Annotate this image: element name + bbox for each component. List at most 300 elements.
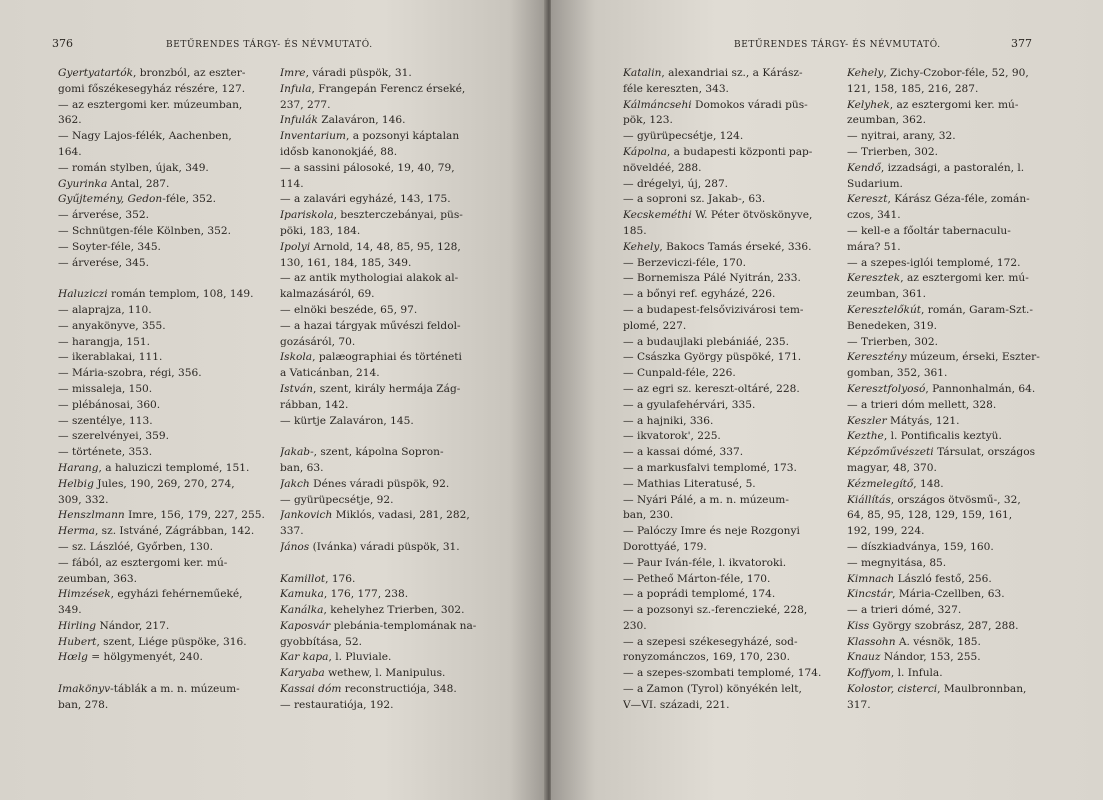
entry-text: — az esztergomi ker. múzeumban,	[58, 98, 243, 111]
entry-text: kalmazásáról, 69.	[280, 288, 375, 301]
entry-text: — az antik mythologiai alakok al-	[280, 272, 459, 285]
entry-text: — szerelvényei, 359.	[58, 430, 170, 443]
entry-text: — Császka György püspöké, 171.	[623, 351, 802, 364]
index-entry	[847, 145, 1073, 161]
entry-headword: Keresztelőkút	[847, 303, 922, 316]
entry-headword: Kereszt	[847, 193, 888, 206]
entry-text: — a trieri dóm mellett, 328.	[847, 398, 997, 411]
entry-text: — Trierben, 302.	[847, 145, 939, 158]
entry-headword: Gyertyatartók	[58, 67, 134, 79]
index-entry	[280, 635, 506, 651]
right-page	[551, 0, 1103, 800]
entry-headword: István	[280, 382, 314, 395]
index-entry	[623, 98, 849, 114]
index-entry	[623, 587, 849, 603]
index-entry	[280, 192, 506, 208]
entry-text: , szent, kápolna Sopron-	[313, 446, 444, 459]
index-entry	[58, 572, 284, 588]
index-entry	[280, 240, 506, 256]
entry-text: , szent, király hermája Zág-	[313, 382, 461, 395]
index-entry	[280, 145, 506, 161]
entry-headword: Kelyhek	[847, 98, 890, 111]
index-entry	[623, 192, 849, 208]
index-entry	[623, 177, 849, 193]
index-entry	[847, 540, 1073, 556]
index-entry	[58, 524, 284, 540]
running-head: BETŰRENDES TÁRGY- ÉS NÉVMUTATÓ.	[166, 40, 373, 50]
index-entry	[280, 508, 506, 524]
entry-headword: Kápolna	[623, 145, 667, 158]
entry-text: , az esztergomi ker. mú-	[889, 98, 1019, 111]
entry-headword: Kassai dóm	[280, 683, 342, 696]
entry-headword: Hubert	[58, 635, 97, 648]
index-entry	[58, 66, 284, 82]
entry-headword: Kamuka	[280, 588, 324, 601]
entry-headword: Keresztfolyosó	[847, 382, 926, 395]
entry-headword: Kiss	[847, 619, 870, 632]
entry-text: növeldéé, 288.	[623, 161, 702, 174]
entry-text: — anyakönyve, 355.	[58, 319, 166, 332]
index-entry	[280, 129, 506, 145]
entry-text: — ikvatorok', 225.	[623, 430, 721, 443]
index-entry	[847, 271, 1073, 287]
index-entry	[623, 319, 849, 335]
entry-text: gomban, 352, 361.	[847, 367, 948, 380]
entry-text: — a markusfalvi templomé, 173.	[623, 461, 797, 474]
entry-text: — a budaujlaki plebániáé, 235.	[623, 335, 789, 348]
index-entry	[280, 287, 506, 303]
entry-text: W. Péter ötvöskönyve,	[691, 209, 813, 222]
entry-text: pöki, 183, 184.	[280, 224, 361, 237]
index-entry	[847, 303, 1073, 319]
entry-text: , 148.	[913, 477, 944, 490]
entry-text: , 176, 177, 238.	[323, 588, 409, 601]
index-entry	[58, 619, 284, 635]
entry-text: 362.	[58, 114, 82, 127]
entry-text: , szent, Liége püspöke, 316.	[96, 635, 247, 648]
entry-text: György szobrász, 287, 288.	[869, 619, 1019, 632]
entry-text: A. vésnök, 185.	[895, 635, 981, 648]
index-entry	[623, 398, 849, 414]
entry-text: pök, 123.	[623, 114, 673, 127]
index-entry	[58, 508, 284, 524]
index-entry	[58, 256, 284, 272]
index-entry	[847, 319, 1073, 335]
index-entry	[58, 603, 284, 619]
entry-text: , sz. Istváné, Zágrábban, 142.	[94, 525, 255, 538]
index-entry	[280, 319, 506, 335]
entry-headword: Imre	[280, 67, 306, 79]
index-entry	[58, 445, 284, 461]
index-entry	[58, 493, 284, 509]
index-entry	[847, 429, 1073, 445]
entry-text: — a budapest-felsővizivárosi tem-	[623, 303, 804, 316]
entry-text: , kehelyhez Trierben, 302.	[323, 604, 465, 617]
index-entry	[623, 429, 849, 445]
entry-text: 317.	[847, 698, 871, 711]
left-page	[0, 0, 548, 800]
entry-text: Imre, 156, 179, 227, 255.	[124, 509, 265, 522]
index-entry	[623, 287, 849, 303]
entry-text: , 176.	[325, 572, 356, 585]
entry-text: magyar, 48, 370.	[847, 461, 937, 474]
entry-text: Dénes váradi püspök, 92.	[309, 477, 450, 490]
entry-text: , Mária-Czellben, 63.	[892, 588, 1005, 601]
index-entry	[623, 493, 849, 509]
entry-text: Antal, 287.	[107, 177, 170, 190]
entry-text: -táblák a m. n. múzeum-	[110, 683, 240, 696]
entry-text: , alexandriai sz., a Kárász-	[661, 67, 803, 79]
entry-text: — nyitrai, arany, 32.	[847, 130, 956, 143]
entry-headword: Kendő	[847, 161, 881, 174]
entry-text: zeumban, 363.	[58, 572, 137, 585]
index-entry	[623, 556, 849, 572]
index-entry	[623, 682, 849, 698]
entry-headword: Herma	[58, 525, 95, 538]
index-entry	[280, 698, 506, 714]
entry-text: — a Zamon (Tyrol) könyékén lelt,	[623, 683, 802, 696]
section-gap	[58, 271, 284, 287]
entry-text: — Trierben, 302.	[847, 335, 939, 348]
entry-text: — gyürüpecsétje, 92.	[280, 493, 394, 506]
entry-headword: Jankovich	[280, 509, 333, 522]
index-entry	[623, 650, 849, 666]
entry-text: rábban, 142.	[280, 398, 349, 411]
index-entry	[623, 619, 849, 635]
entry-text: — kell-e a főoltár tabernaculu-	[847, 224, 1011, 237]
entry-text: 192, 199, 224.	[847, 525, 925, 538]
index-entry	[847, 414, 1073, 430]
entry-text: — Bornemisza Pálé Nyitrán, 233.	[623, 272, 801, 285]
entry-text: ban, 63.	[280, 461, 324, 474]
index-entry	[623, 477, 849, 493]
index-entry	[623, 382, 849, 398]
page-number: 376	[52, 37, 73, 50]
index-entry	[847, 113, 1073, 129]
entry-text: -féle, 352.	[162, 193, 216, 206]
entry-text: — Nyári Pálé, a m. n. múzeum-	[623, 493, 789, 506]
index-entry	[58, 382, 284, 398]
entry-text: — története, 353.	[58, 446, 153, 459]
entry-text: , a haluziczi templomé, 151.	[98, 461, 250, 474]
index-entry	[58, 477, 284, 493]
section-gap	[58, 666, 284, 682]
index-entry	[847, 461, 1073, 477]
entry-text: , a pozsonyi káptalan	[345, 130, 460, 143]
index-entry	[623, 508, 849, 524]
index-entry	[280, 493, 506, 509]
entry-text: — kürtje Zalaváron, 145.	[280, 414, 414, 427]
entry-text: — megnyitása, 85.	[847, 556, 947, 569]
entry-text: gozásáról, 70.	[280, 335, 356, 348]
index-entry	[847, 682, 1073, 698]
index-entry	[58, 540, 284, 556]
entry-headword: Kecskeméthi	[623, 209, 692, 222]
index-entry	[847, 477, 1073, 493]
entry-text: László festő, 256.	[894, 572, 992, 585]
entry-text: — a hazai tárgyak művészi feldol-	[280, 319, 461, 332]
index-entry	[280, 271, 506, 287]
entry-text: — Nagy Lajos-félék, Aachenben,	[58, 130, 232, 143]
entry-headword: Gyűjtemény, Gedon	[58, 193, 163, 206]
entry-text: Mátyás, 121.	[886, 414, 960, 427]
index-entry	[58, 145, 284, 161]
index-entry	[847, 524, 1073, 540]
index-entry	[280, 650, 506, 666]
index-entry	[58, 587, 284, 603]
entry-text: — gyürüpecsétje, 124.	[623, 130, 744, 143]
index-entry	[58, 161, 284, 177]
index-entry	[280, 382, 506, 398]
entry-headword: Kehely	[847, 67, 884, 79]
index-entry	[58, 98, 284, 114]
entry-text: Jules, 190, 269, 270, 274,	[93, 477, 235, 490]
entry-text: Sudarium.	[847, 177, 903, 190]
index-entry	[58, 82, 284, 98]
index-entry	[623, 461, 849, 477]
index-entry	[58, 113, 284, 129]
entry-text: V—VI. századi, 221.	[623, 698, 730, 711]
entry-headword: Kézmelegítő	[847, 477, 914, 490]
entry-headword: János	[280, 540, 310, 553]
entry-headword: Koffyom	[847, 667, 891, 680]
index-entry	[280, 66, 506, 82]
index-entry	[280, 666, 506, 682]
index-entry	[847, 256, 1073, 272]
index-entry	[623, 271, 849, 287]
index-entry	[58, 335, 284, 351]
entry-text: , beszterczebányai, püs-	[333, 209, 463, 222]
index-column-left-2	[280, 66, 506, 714]
entry-text: gyobbítása, 52.	[280, 635, 363, 648]
index-entry	[58, 461, 284, 477]
entry-headword: Jakch	[280, 477, 310, 490]
index-entry	[280, 587, 506, 603]
entry-text: — Mária-szobra, régi, 356.	[58, 367, 202, 380]
index-entry	[623, 256, 849, 272]
entry-text: — a sassini pálosoké, 19, 40, 79,	[280, 161, 455, 174]
index-entry	[623, 82, 849, 98]
entry-text: 337.	[280, 525, 304, 538]
index-entry	[847, 350, 1073, 366]
entry-text: román templom, 108, 149.	[107, 288, 254, 301]
entry-text: 64, 85, 95, 128, 129, 159, 161,	[847, 509, 1013, 522]
index-entry	[847, 98, 1073, 114]
index-entry	[847, 603, 1073, 619]
index-entry	[58, 350, 284, 366]
entry-text: Nándor, 217.	[96, 619, 170, 632]
entry-headword: Inventarium	[280, 130, 346, 143]
index-entry	[623, 635, 849, 651]
entry-text: 349.	[58, 604, 82, 617]
entry-headword: Haluziczi	[58, 288, 108, 301]
entry-text: — a szepes-szombati templomé, 174.	[623, 667, 822, 680]
index-entry	[58, 129, 284, 145]
entry-text: — drégelyi, új, 287.	[623, 177, 729, 190]
entry-text: , Maulbronnban,	[937, 683, 1027, 696]
entry-text: gomi főszékesegyház részére, 127.	[58, 82, 246, 95]
entry-text: — az egri sz. kereszt-oltáré, 228.	[623, 382, 800, 395]
index-entry	[847, 619, 1073, 635]
index-column-right-1	[623, 66, 849, 714]
entry-text: , Frangepán Ferencz érseké,	[311, 82, 466, 95]
entry-text: féle kereszten, 343.	[623, 82, 729, 95]
entry-text: — a trieri dómé, 327.	[847, 604, 962, 617]
index-entry	[623, 208, 849, 224]
entry-headword: Képzőművészeti	[847, 446, 934, 459]
entry-headword: Hirling	[58, 619, 97, 632]
index-entry	[280, 208, 506, 224]
index-entry	[280, 572, 506, 588]
entry-text: — Soyter-féle, 345.	[58, 240, 161, 253]
index-entry	[847, 382, 1073, 398]
index-entry	[847, 650, 1073, 666]
entry-text: 185.	[623, 224, 647, 237]
index-entry	[280, 398, 506, 414]
entry-text: — a gyulafehérvári, 335.	[623, 398, 756, 411]
entry-text: — a szepes-iglói templomé, 172.	[847, 256, 1021, 269]
entry-text: 309, 332.	[58, 493, 109, 506]
index-entry	[847, 666, 1073, 682]
index-entry	[623, 145, 849, 161]
entry-text: , palæographiai és történeti	[312, 351, 462, 364]
index-entry	[623, 240, 849, 256]
index-entry	[847, 82, 1073, 98]
index-entry	[623, 572, 849, 588]
entry-headword: Kálmáncsehi	[623, 98, 692, 111]
index-entry	[58, 635, 284, 651]
index-entry	[58, 414, 284, 430]
entry-text: — alaprajza, 110.	[58, 303, 152, 316]
entry-text: 130, 161, 184, 185, 349.	[280, 256, 412, 269]
entry-text: — Petheő Márton-féle, 170.	[623, 572, 771, 585]
entry-headword: Infula	[280, 82, 312, 95]
index-entry	[847, 240, 1073, 256]
index-entry	[623, 414, 849, 430]
entry-text: ban, 278.	[58, 698, 109, 711]
entry-text: — a pozsonyi sz.-ferenczieké, 228,	[623, 604, 808, 617]
entry-text: , bronzból, az eszter-	[133, 67, 246, 79]
index-entry	[280, 350, 506, 366]
index-entry	[623, 66, 849, 82]
index-entry	[280, 303, 506, 319]
entry-text: — plébánosai, 360.	[58, 398, 161, 411]
entry-text: a Vaticánban, 214.	[280, 367, 380, 380]
index-entry	[623, 224, 849, 240]
index-entry	[280, 603, 506, 619]
index-entry	[847, 698, 1073, 714]
entry-text: múzeum, érseki, Eszter-	[906, 351, 1040, 364]
index-entry	[847, 572, 1073, 588]
index-entry	[58, 177, 284, 193]
index-entry	[847, 493, 1073, 509]
index-entry	[847, 129, 1073, 145]
entry-headword: Knauz	[847, 651, 881, 664]
entry-text: — Mathias Literatusé, 5.	[623, 477, 756, 490]
entry-headword: Gyurinka	[58, 177, 108, 190]
index-entry	[58, 192, 284, 208]
index-entry	[623, 540, 849, 556]
entry-text: zeumban, 362.	[847, 114, 926, 127]
entry-text: , Kárász Géza-féle, zomán-	[887, 193, 1030, 206]
index-entry	[847, 508, 1073, 524]
entry-text: — árverése, 345.	[58, 256, 149, 269]
entry-text: 237, 277.	[280, 98, 331, 111]
index-entry	[623, 603, 849, 619]
index-entry	[58, 398, 284, 414]
entry-text: , román, Garam-Szt.-	[921, 303, 1033, 316]
entry-text: — Cunpald-féle, 226.	[623, 367, 736, 380]
index-entry	[847, 66, 1073, 82]
entry-text: Arnold, 14, 48, 85, 95, 128,	[310, 240, 461, 253]
entry-text: wethew, l. Manipulus.	[324, 667, 446, 680]
entry-headword: Helbig	[58, 477, 94, 490]
entry-text: , izzadsági, a pastoralén, l.	[880, 161, 1025, 174]
entry-text: idősb kanonokjáé, 88.	[280, 145, 398, 158]
index-entry	[58, 682, 284, 698]
entry-headword: Keszler	[847, 414, 887, 427]
entry-text: — árverése, 352.	[58, 209, 149, 222]
index-entry	[58, 208, 284, 224]
entry-headword: Harang	[58, 461, 99, 474]
entry-text: — a szepesi székesegyházé, sod-	[623, 635, 798, 648]
index-entry	[58, 650, 284, 666]
entry-text: Dorottyáé, 179.	[623, 540, 707, 553]
entry-text: — a zalavári egyházé, 143, 175.	[280, 193, 451, 206]
index-entry	[58, 240, 284, 256]
entry-text: — Palóczy Imre és neje Rozgonyi	[623, 525, 800, 538]
index-entry	[847, 635, 1073, 651]
entry-text: plebánia-templomának na-	[330, 619, 477, 632]
index-entry	[623, 129, 849, 145]
index-entry	[280, 82, 506, 98]
entry-text: 164.	[58, 145, 82, 158]
section-gap	[280, 556, 506, 572]
index-entry	[847, 445, 1073, 461]
index-entry	[280, 445, 506, 461]
entry-headword: Kimnach	[847, 572, 895, 585]
index-entry	[58, 429, 284, 445]
entry-text: ban, 230.	[623, 509, 674, 522]
entry-headword: Kar kapa	[280, 651, 329, 664]
index-entry	[58, 556, 284, 572]
entry-text: = hölgymenyét, 240.	[87, 651, 203, 664]
entry-text: , egyházi fehérneműeké,	[110, 588, 243, 601]
entry-text: Nándor, 153, 255.	[880, 651, 981, 664]
entry-text: reconstructiója, 348.	[341, 683, 457, 696]
index-entry	[623, 366, 849, 382]
entry-headword: Himzések	[58, 588, 111, 601]
entry-text: , az esztergomi ker. mú-	[900, 272, 1029, 285]
entry-text: — díszkiadványa, 159, 160.	[847, 540, 994, 553]
index-entry	[623, 445, 849, 461]
entry-headword: Ipariskola	[280, 209, 334, 222]
entry-text: zeumban, 361.	[847, 288, 926, 301]
index-entry	[847, 366, 1073, 382]
index-entry	[847, 335, 1073, 351]
index-entry	[58, 224, 284, 240]
entry-headword: Kezthe	[847, 430, 884, 443]
entry-headword: Jakab-	[280, 446, 314, 459]
index-entry	[623, 335, 849, 351]
index-entry	[847, 192, 1073, 208]
section-gap	[280, 429, 506, 445]
entry-text: , l. Pluviale.	[328, 651, 392, 664]
entry-headword: Kaposvár	[280, 619, 331, 632]
index-entry	[58, 698, 284, 714]
entry-headword: Infulák	[280, 114, 318, 127]
index-entry	[623, 113, 849, 129]
